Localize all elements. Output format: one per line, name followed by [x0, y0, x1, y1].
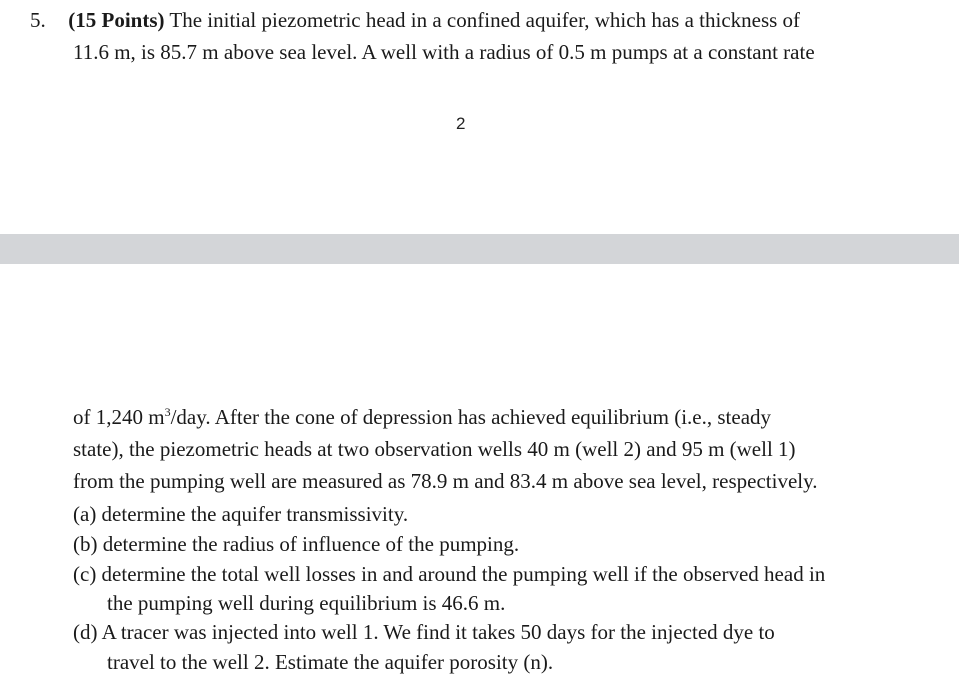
problem-line-2: 11.6 m, is 85.7 m above sea level. A well with a radius of 0.5 m pumps at a constant rate — [73, 40, 815, 64]
flow-rate-text: of 1,240 m — [73, 405, 165, 429]
part-c: (c) determine the total well losses in and around the pumping well if the observed head in — [73, 562, 826, 586]
page-number: 2 — [456, 114, 466, 133]
part-d-continued: travel to the well 2. Estimate the aquifer porosity (n). — [107, 650, 554, 674]
page-break-separator — [0, 234, 959, 264]
problem-line-4: state), the piezometric heads at two observation wells 40 m (well 2) and 95 m (well 1) — [73, 437, 796, 461]
problem-line-3 — [73, 407, 771, 428]
cubed-superscript: 3 — [164, 405, 171, 419]
problem-number: 5. — [30, 8, 46, 32]
part-c-continued: the pumping well during equilibrium is 46.6 m. — [107, 591, 506, 615]
part-d: (d) A tracer was injected into well 1. We find it takes 50 days for the injected dye to — [73, 620, 775, 644]
points-label: (15 Points) — [68, 8, 165, 32]
problem-line-1-text: The initial piezometric head in a confined aquifer, which has a thickness of — [164, 8, 801, 32]
problem-line-3-rest: /day. After the cone of depression has achieved equilibrium (i.e., steady — [170, 405, 772, 429]
part-a: (a) determine the aquifer transmissivity. — [73, 502, 409, 526]
part-b: (b) determine the radius of influence of the pumping. — [73, 532, 520, 556]
problem-line-1 — [30, 10, 800, 31]
problem-line-5: from the pumping well are measured as 78.9 m and 83.4 m above sea level, respectively. — [73, 469, 818, 493]
